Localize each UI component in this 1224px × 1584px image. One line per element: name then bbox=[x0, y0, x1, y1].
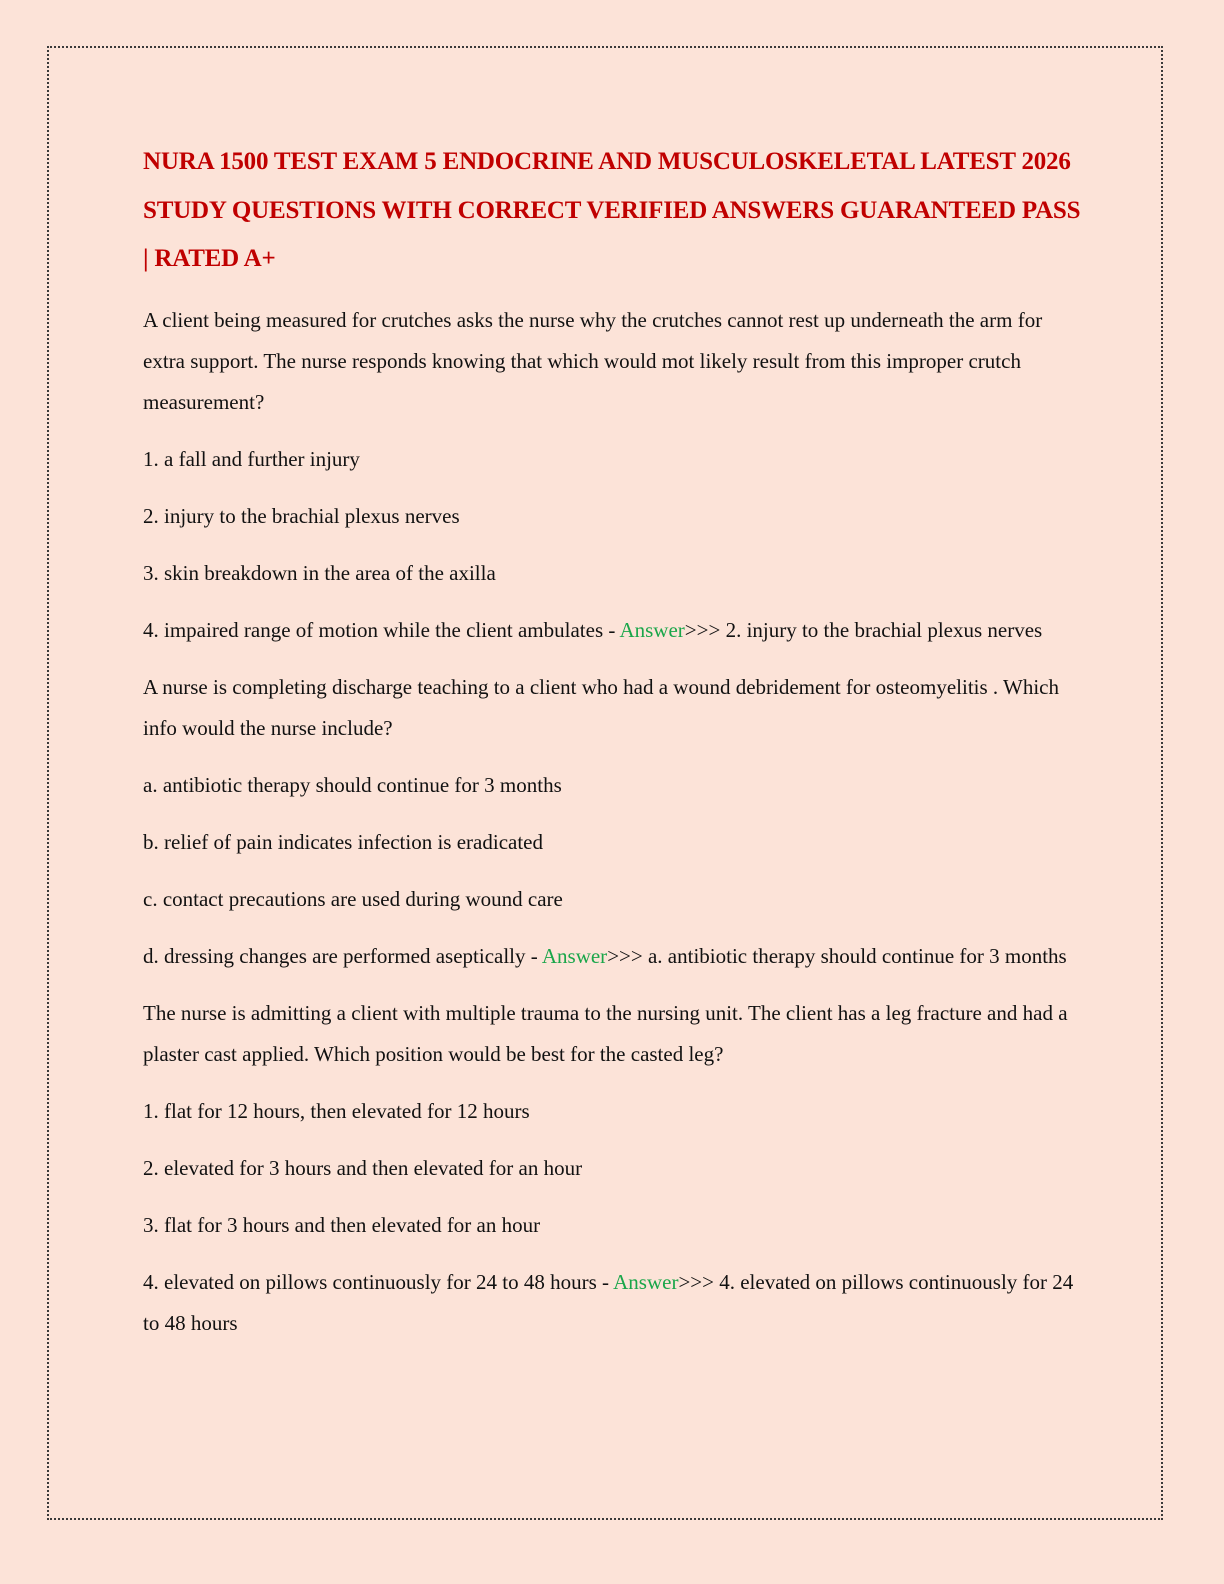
answer-separator: >>> bbox=[684, 617, 726, 642]
document-title: NURA 1500 TEST EXAM 5 ENDOCRINE AND MUSCULOSKELETAL LATEST 2026 STUDY QUESTIONS WITH CORRECT VERIFIED ANSWERS GUARANTEED PASS | RATED A+ bbox=[143, 148, 1081, 272]
answer-option: 1. a fall and further injury bbox=[143, 446, 360, 471]
answer-option: 3. flat for 3 hours and then elevated for an hour bbox=[143, 1212, 541, 1237]
answer-label: Answer bbox=[619, 617, 685, 642]
answer-option: 3. skin breakdown in the area of the axilla bbox=[143, 560, 496, 585]
answer-option: c. contact precautions are used during wound care bbox=[143, 886, 563, 911]
answer-separator: >>> bbox=[678, 1269, 720, 1294]
answer-separator: >>> bbox=[607, 943, 648, 968]
document-body bbox=[143, 138, 1083, 1360]
answer-option: 2. injury to the brachial plexus nerves bbox=[143, 503, 460, 528]
answer-option: 1. flat for 12 hours, then elevated for 12 hours bbox=[143, 1098, 530, 1123]
answer-option-with-answer bbox=[143, 610, 1083, 651]
answer-option: b. relief of pain indicates infection is eradicated bbox=[143, 829, 543, 854]
question-3 bbox=[143, 993, 1083, 1344]
question-stem: A client being measured for crutches asks the nurse why the crutches cannot rest up underneath the arm for extra support. The nurse responds knowing that which would mot likely result from this improper crutch measurement? bbox=[143, 307, 1043, 414]
answer-label: Answer bbox=[541, 943, 608, 968]
correct-answer: a. antibiotic therapy should continue for 3 months bbox=[647, 943, 1067, 968]
option-text: d. dressing changes are performed aseptically - bbox=[143, 943, 542, 968]
answer-label: Answer bbox=[613, 1269, 679, 1294]
question-1 bbox=[143, 300, 1083, 651]
correct-answer: 2. injury to the brachial plexus nerves bbox=[725, 617, 1043, 642]
answer-option-with-answer bbox=[143, 1262, 1083, 1344]
option-text: 4. elevated on pillows continuously for 24 to 48 hours - bbox=[143, 1269, 614, 1294]
answer-option: 2. elevated for 3 hours and then elevated for an hour bbox=[143, 1155, 583, 1180]
question-2 bbox=[143, 667, 1083, 977]
answer-option-with-answer bbox=[143, 936, 1083, 977]
question-stem: The nurse is admitting a client with multiple trauma to the nursing unit. The client has a leg fracture and had a plaster cast applied. Which position would be best for the casted leg? bbox=[143, 1000, 1068, 1066]
correct-answer: 4. elevated on pillows continuously for 24 to 48 hours bbox=[143, 1269, 1074, 1335]
option-text: 4. impaired range of motion while the client ambulates - bbox=[143, 617, 620, 642]
answer-option: a. antibiotic therapy should continue for 3 months bbox=[143, 772, 562, 797]
question-stem: A nurse is completing discharge teaching to a client who had a wound debridement for osteomyelitis . Which info would the nurse include? bbox=[143, 674, 1060, 740]
